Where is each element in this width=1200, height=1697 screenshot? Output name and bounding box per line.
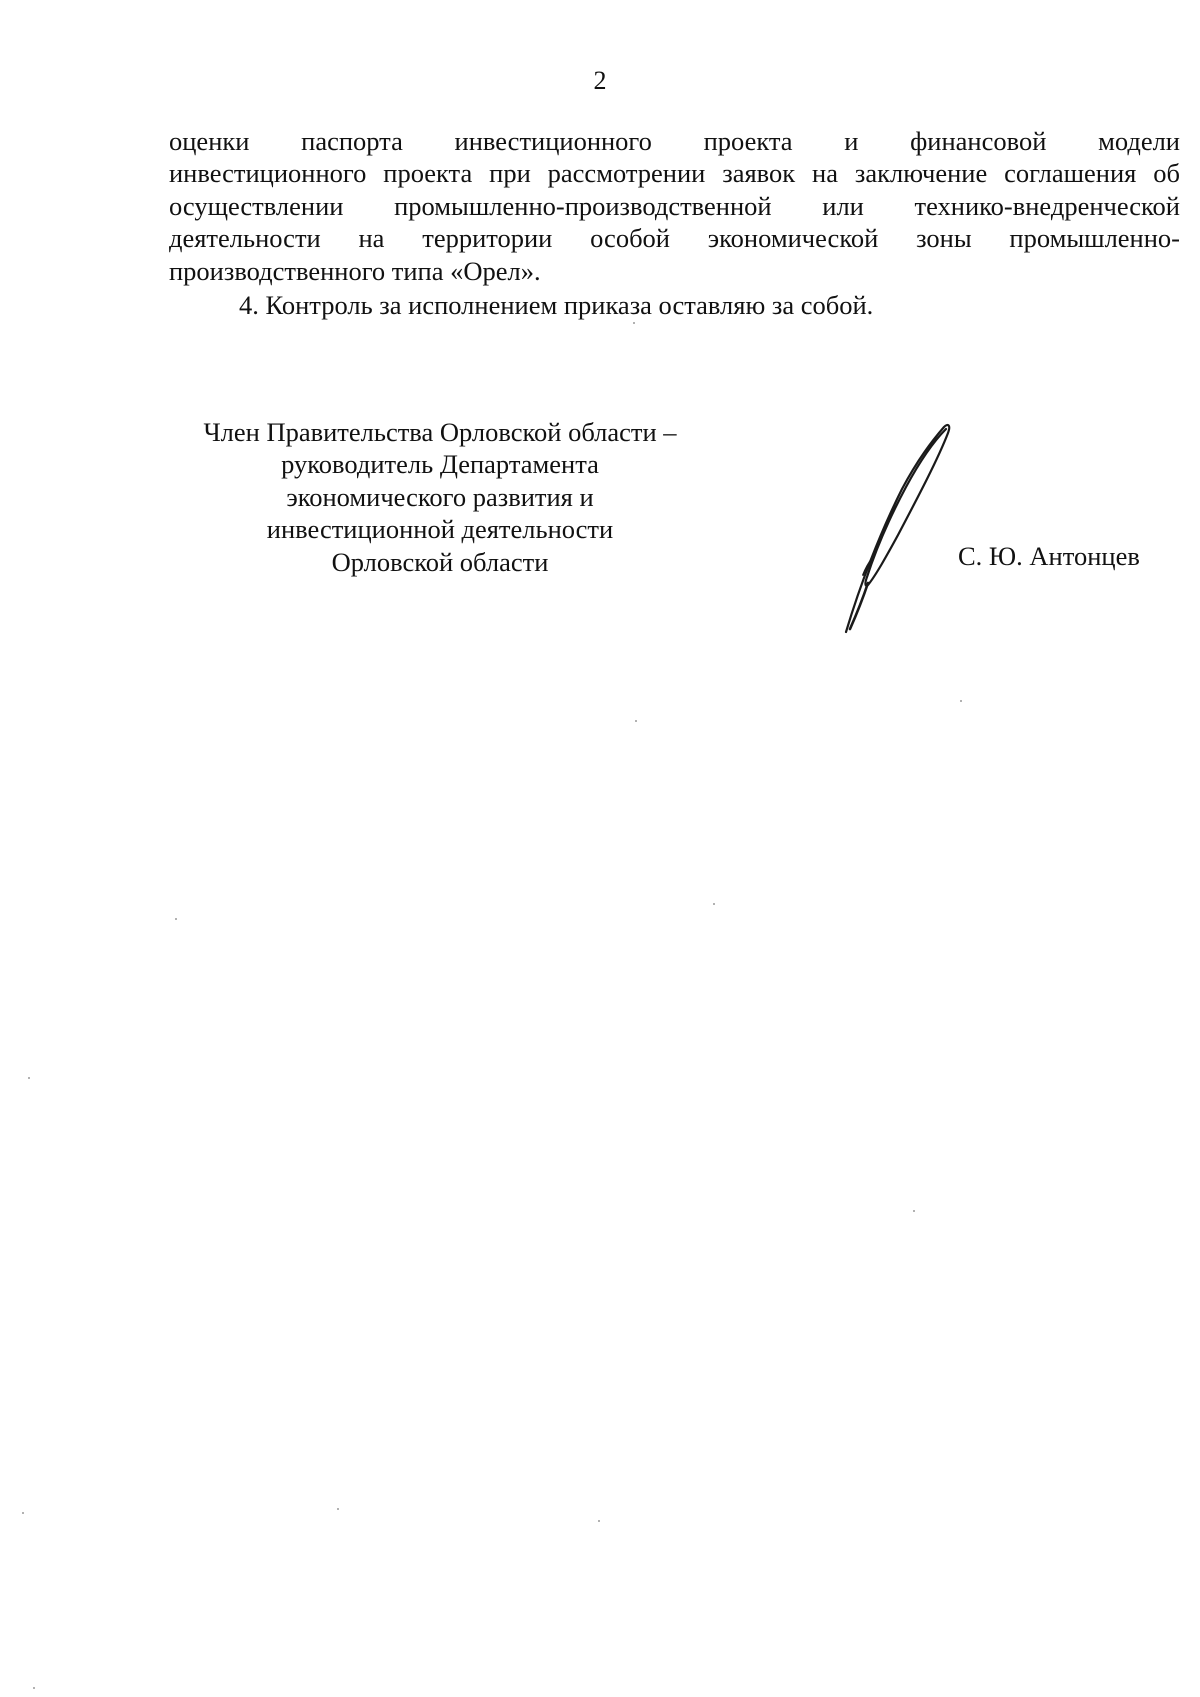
scan-speck bbox=[960, 700, 962, 702]
scan-speck bbox=[28, 1077, 30, 1079]
body-line: производственного типа «Орел». bbox=[169, 255, 541, 286]
scan-speck bbox=[33, 1687, 35, 1689]
scan-speck bbox=[22, 1512, 24, 1514]
body-line: деятельности на территории особой экономической зоны промышленно- bbox=[169, 223, 1180, 254]
position-line: экономического развития и bbox=[286, 481, 594, 512]
scan-speck bbox=[175, 918, 177, 920]
position-line: Член Правительства Орловской области – bbox=[203, 417, 677, 447]
body-line: осуществлении промышленно-производственной или технико-внедренческой bbox=[169, 190, 1180, 221]
scan-speck bbox=[337, 1508, 339, 1510]
scan-speck bbox=[598, 1520, 600, 1522]
position-line: руководитель Департамента bbox=[281, 449, 599, 480]
position-line: инвестиционной деятельности bbox=[266, 514, 614, 545]
signatory-position bbox=[160, 416, 720, 578]
scan-speck bbox=[913, 1210, 915, 1212]
scan-speck bbox=[635, 720, 637, 722]
position-line: Орловской области bbox=[331, 546, 549, 577]
body-line: оценки паспорта инвестиционного проекта и финансовой модели bbox=[169, 126, 1180, 156]
page-number: 2 bbox=[593, 66, 607, 95]
signer-name: С. Ю. Антонцев bbox=[958, 541, 1140, 571]
body-line: инвестиционного проекта при рассмотрении заявок на заключение соглашения об bbox=[169, 158, 1180, 189]
scan-speck bbox=[633, 322, 635, 324]
paragraph-point-4: 4. Контроль за исполнением приказа оставляю за собой. bbox=[239, 290, 874, 321]
body-text bbox=[169, 125, 1180, 321]
scan-speck bbox=[713, 903, 715, 905]
handwritten-signature bbox=[820, 415, 970, 645]
